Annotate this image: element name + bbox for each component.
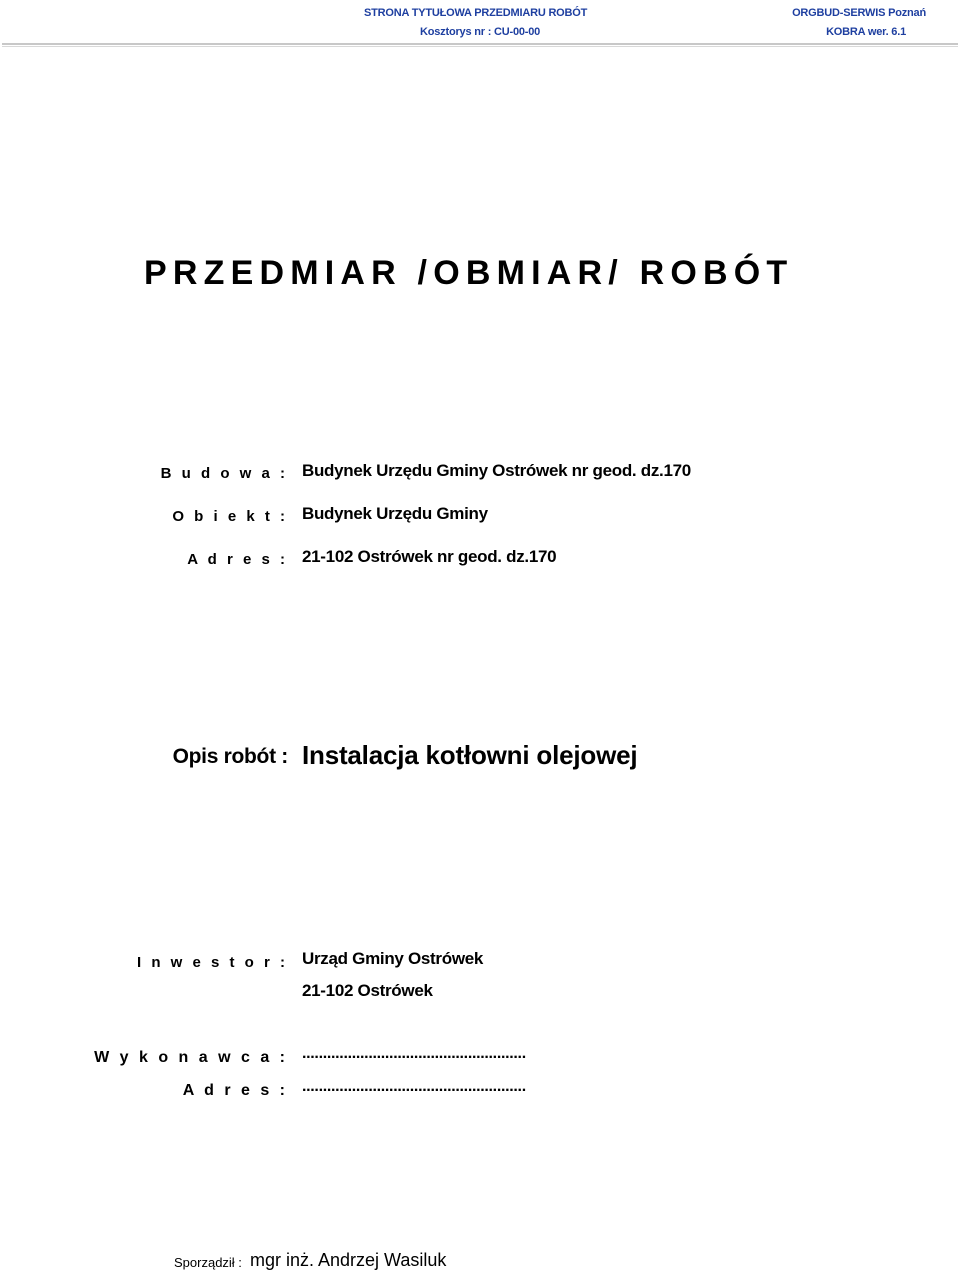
opis-robot-label: Opis robót : bbox=[172, 745, 288, 768]
opis-robot-value: Instalacja kotłowni olejowej bbox=[302, 740, 638, 770]
header-software-version: KOBRA wer. 6.1 bbox=[826, 26, 906, 38]
obiekt-value: Budynek Urzędu Gminy bbox=[302, 504, 488, 523]
budowa-value: Budynek Urzędu Gminy Ostrówek nr geod. dz.170 bbox=[302, 461, 691, 480]
header-divider-secondary bbox=[2, 46, 958, 47]
header-doc-title: STRONA TYTUŁOWA PRZEDMIARU ROBÓT bbox=[364, 7, 588, 19]
wykonawca-adres-value: ...................................................... bbox=[302, 1078, 526, 1095]
adres-label: A d r e s : bbox=[187, 551, 288, 568]
header-company: ORGBUD-SERWIS Poznań bbox=[792, 7, 926, 19]
inwestor-address: 21-102 Ostrówek bbox=[302, 981, 433, 1000]
prepared-by-value: mgr inż. Andrzej Wasiluk bbox=[250, 1250, 447, 1270]
header-divider bbox=[2, 43, 958, 45]
inwestor-name: Urząd Gminy Ostrówek bbox=[302, 949, 484, 968]
budowa-label: B u d o w a : bbox=[160, 465, 288, 482]
page-title: PRZEDMIAR /OBMIAR/ ROBÓT bbox=[144, 254, 794, 292]
wykonawca-value: ...................................................... bbox=[302, 1045, 526, 1062]
header-cost-estimate-number: Kosztorys nr : CU-00-00 bbox=[420, 26, 541, 38]
inwestor-label: I n w e s t o r : bbox=[136, 954, 288, 971]
wykonawca-adres-label: A d r e s : bbox=[182, 1082, 288, 1099]
wykonawca-label: W y k o n a w c a : bbox=[94, 1049, 288, 1066]
adres-value: 21-102 Ostrówek nr geod. dz.170 bbox=[302, 547, 557, 566]
prepared-by-label: Sporządził : bbox=[174, 1255, 242, 1270]
obiekt-label: O b i e k t : bbox=[172, 508, 288, 525]
